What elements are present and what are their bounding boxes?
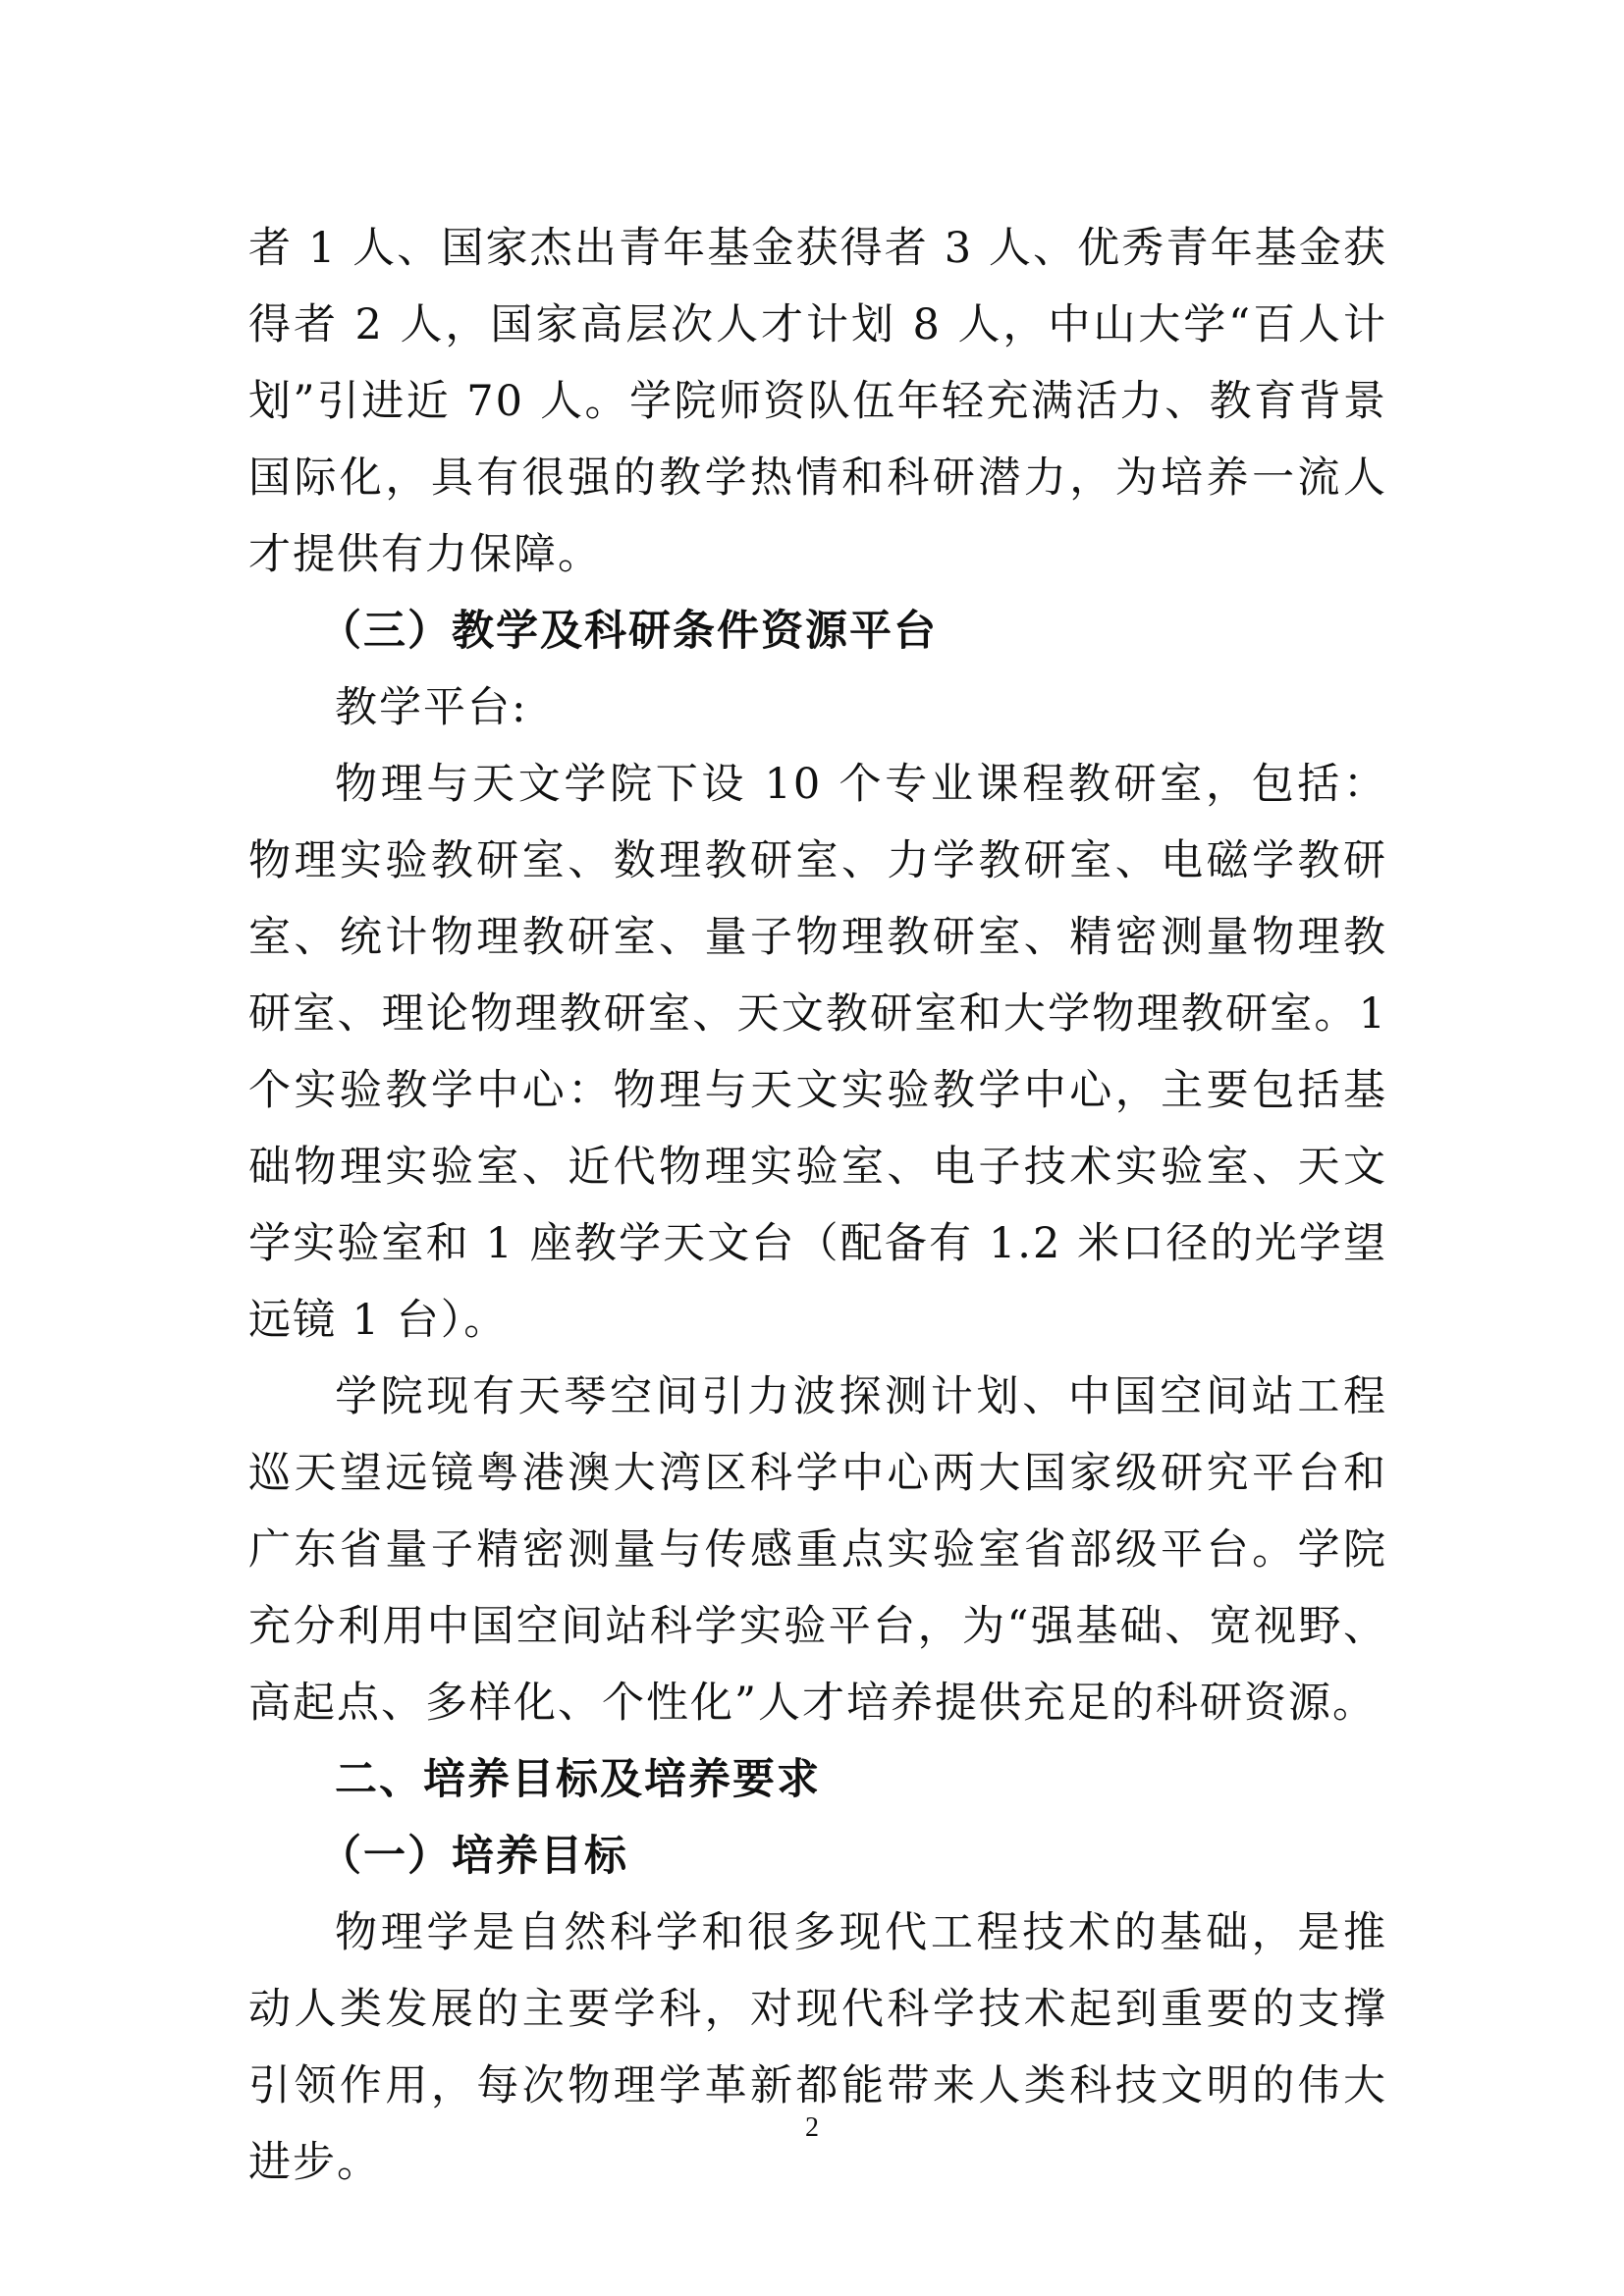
paragraph-teaching-platform-label: 教学平台:	[335, 683, 528, 732]
paragraph-physics-importance: 物理学是自然科学和很多现代工程技术的基础，是推动人类发展的主要学科，对现代科学技术起到重要的支撑引领作用，每次物理学革新都能带来人类科技文明的伟大进步。	[248, 1908, 1387, 2187]
section-heading-training-objectives-requirements: 二、培养目标及培养要求	[335, 1755, 821, 1804]
document-body	[248, 210, 1387, 2201]
paragraph-faculty-talent: 者 1 人、国家杰出青年基金获得者 3 人、优秀青年基金获得者 2 人，国家高层次人才计划 8 人，中山大学“百人计划”引进近 70 人。学院师资队伍年轻充满活力、教育背景国际化，具有很强的教学热情和科研潜力，为培养一流人才提供有力保障。	[248, 224, 1387, 579]
paragraph-research-platforms: 学院现有天琴空间引力波探测计划、中国空间站工程巡天望远镜粤港澳大湾区科学中心两大国家级研究平台和广东省量子精密测量与传感重点实验室省部级平台。学院充分利用中国空间站科学实验平台，为“强基础、宽视野、高起点、多样化、个性化”人才培养提供充足的科研资源。	[248, 1372, 1387, 1728]
paragraph-teaching-offices: 物理与天文学院下设 10 个专业课程教研室，包括：物理实验教研室、数理教研室、力学教研室、电磁学教研室、统计物理教研室、量子物理教研室、精密测量物理教研室、理论物理教研室、天文教研室和大学物理教研室。1 个实验教学中心：物理与天文实验教学中心，主要包括基础物理实验室、近代物理实验室、电子技术实验室、天文学实验室和 1 座教学天文台（配备有 1.2 米口径的光学望远镜 1 台）。	[248, 760, 1387, 1345]
page-number: 2	[805, 2112, 819, 2143]
section-heading-training-objectives: （一）培养目标	[319, 1832, 628, 1881]
section-heading-teaching-research-platforms: （三）教学及科研条件资源平台	[319, 607, 938, 656]
